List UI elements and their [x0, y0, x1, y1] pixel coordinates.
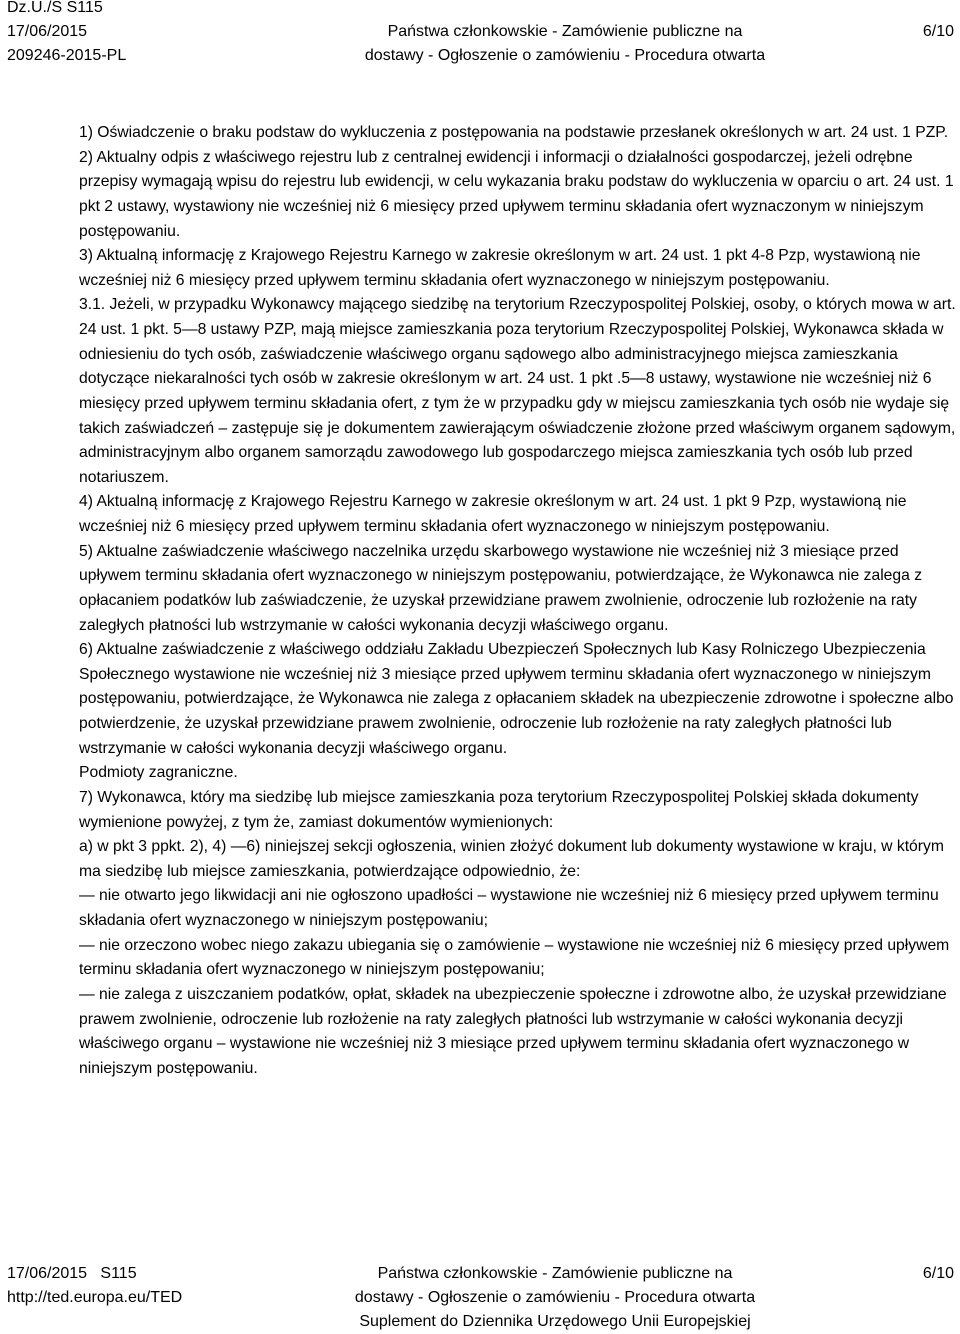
notice-id: 209246-2015-PL	[7, 47, 127, 64]
paragraph: 1) Oświadczenie o braku podstaw do wykluczenia z postępowania na podstawie przesłanek określonych w art. 24 ust. 1 PZP.	[79, 124, 949, 141]
list-item: — nie otwarto jego likwidacji ani nie ogłoszono upadłości – wystawione nie wcześniej niż 6 miesięcy przed upływem terminu składania ofert wyznaczonego w niniejszym postępowaniu;	[79, 887, 939, 929]
footer-url[interactable]: http://ted.europa.eu/TED	[7, 1289, 183, 1306]
footer-title-line2: dostawy - Ogłoszenie o zamówieniu - Procedura otwarta	[354, 1289, 756, 1306]
header-title	[300, 20, 830, 68]
section-heading: Podmioty zagraniczne.	[79, 764, 238, 782]
footer-title	[290, 1262, 820, 1334]
journal-ref: Dz.U./S S115	[7, 0, 103, 16]
paragraph: 5) Aktualne zaświadczenie właściwego naczelnika urzędu skarbowego wystawione nie wcześniej niż 3 miesiące przed upływem terminu składania ofert wyznaczonego w niniejszym postępowaniu, potwierdzające, że Wykonawca nie zalega z opłacaniem podatków lub zaświadczenie, że uzyskał przewidziane prawem zwolnienie, odroczenie lub rozłożenie na raty zaległych płatności lub wstrzymanie w całości wykonania decyzji właściwego organu.	[79, 542, 923, 634]
paragraph: 3.1. Jeżeli, w przypadku Wykonawcy mającego siedzibę na terytorium Rzeczypospolitej Polskiej, osoby, o których mowa w art. 24 ust. 1 pkt. 5—8 ustawy PZP, mają miejsce zamieszkania poza terytorium Rzeczypospolitej Polskiej, Wykonawca składa w odniesieniu do tych osób, zaświadczenie właściwego organu sądowego albo administracyjnego miejsca zamieszkania dotyczące niekaralności tych osób w zakresie określonym w art. 24 ust. 1 pkt .5—8 ustawy, wystawione nie wcześniej niż 6 miesięcy przed upływem terminu składania ofert, z tym że w przypadku gdy w miejscu zamieszkania tych osób nie wydaje się takich zaświadczeń – zastępuje się je dokumentem zawierającym oświadczenie złożone przed właściwym organem sądowym, administracyjnym albo organem samorządu zawodowego lub gospodarczego miejsca zamieszkania tych osób lub przed notariuszem.	[79, 296, 956, 486]
paragraph: a) w pkt 3 ppkt. 2), 4) —6) niniejszej sekcji ogłoszenia, winien złożyć dokument lub dokumenty wystawione w kraju, w którym ma siedzibę lub miejsce zamieszkania, potwierdzające odpowiednio, że:	[79, 838, 944, 880]
footer-series: S115	[100, 1265, 137, 1282]
footer-page-number: 6/10	[922, 1265, 954, 1282]
header-title-line1: Państwa członkowskie - Zamówienie publiczne na	[387, 23, 743, 40]
list-item: — nie zalega z uiszczaniem podatków, opłat, składek na ubezpieczenie społeczne i zdrowotne albo, że uzyskał przewidziane prawem zwolnienie, odroczenie lub rozłożenie na raty zaległych płatności lub wstrzymanie w całości wykonania decyzji właściwego organu – wystawione nie wcześniej niż 3 miesiące przed upływem terminu składania ofert wyznaczonego w niniejszym postępowaniu.	[79, 985, 947, 1077]
footer-date-series	[7, 1262, 182, 1286]
page-footer	[0, 1262, 960, 1334]
paragraph: 3) Aktualną informację z Krajowego Rejestru Karnego w zakresie określonym w art. 24 ust. 1 pkt 4-8 Pzp, wystawioną nie wcześniej niż 6 miesięcy przed upływem terminu składania ofert wyznaczonego w niniejszym postępowaniu.	[79, 247, 921, 289]
page-header	[0, 0, 960, 80]
paragraph: 7) Wykonawca, który ma siedzibę lub miejsce zamieszkania poza terytorium Rzeczypospolitej Polskiej składa dokumenty wymienione powyżej, z tym że, zamiast dokumentów wymienionych:	[79, 788, 919, 831]
paragraph: 6) Aktualne zaświadczenie z właściwego oddziału Zakładu Ubezpieczeń Społecznych lub Kasy Rolniczego Ubezpieczenia Społecznego wystawione nie wcześniej niż 3 miesiące przed upływem terminu składania ofert wyznaczonego w niniejszym postępowaniu, potwierdzające, że Wykonawca nie zalega z opłacaniem składek na ubezpieczenie zdrowotne i społeczne albo potwierdzenie, że uzyskał przewidziane prawem zwolnienie, odroczenie lub rozłożenie na raty zaległych płatności lub wstrzymanie w całości wykonania decyzji właściwego organu.	[79, 641, 954, 757]
footer-supplement: Suplement do Dziennika Urzędowego Unii Europejskiej	[359, 1313, 751, 1330]
footer-left	[7, 1262, 182, 1310]
footer-date: 17/06/2015	[7, 1265, 88, 1282]
header-page-number: 6/10	[922, 23, 954, 40]
paragraph: 2) Aktualny odpis z właściwego rejestru lub z centralnej ewidencji i informacji o działalności gospodarczej, jeżeli odrębne przepisy wymagają wpisu do rejestru lub ewidencji, w celu wykazania braku podstaw do wykluczenia w oparciu o art. 24 ust. 1 pkt 2 ustawy, wystawiony nie wcześniej niż 6 miesięcy przed upływem terminu składania ofert wyznaczonym w niniejszym postępowaniu.	[79, 148, 954, 240]
paragraph: 4) Aktualną informację z Krajowego Rejestru Karnego w zakresie określonym w art. 24 ust. 1 pkt 9 Pzp, wystawioną nie wcześniej niż 6 miesięcy przed upływem terminu składania ofert wyznaczonego w niniejszym postępowaniu.	[79, 493, 907, 535]
header-title-line2: dostawy - Ogłoszenie o zamówieniu - Procedura otwarta	[364, 47, 766, 64]
header-left	[7, 0, 126, 68]
list-item: — nie orzeczono wobec niego zakazu ubiegania się o zamówienie – wystawione nie wcześniej niż 6 miesięcy przed upływem terminu składania ofert wyznaczonego w niniejszym postępowaniu;	[79, 936, 950, 979]
footer-title-line1: Państwa członkowskie - Zamówienie publiczne na	[377, 1265, 733, 1282]
document-body	[79, 121, 957, 1081]
header-date: 17/06/2015	[7, 23, 88, 40]
